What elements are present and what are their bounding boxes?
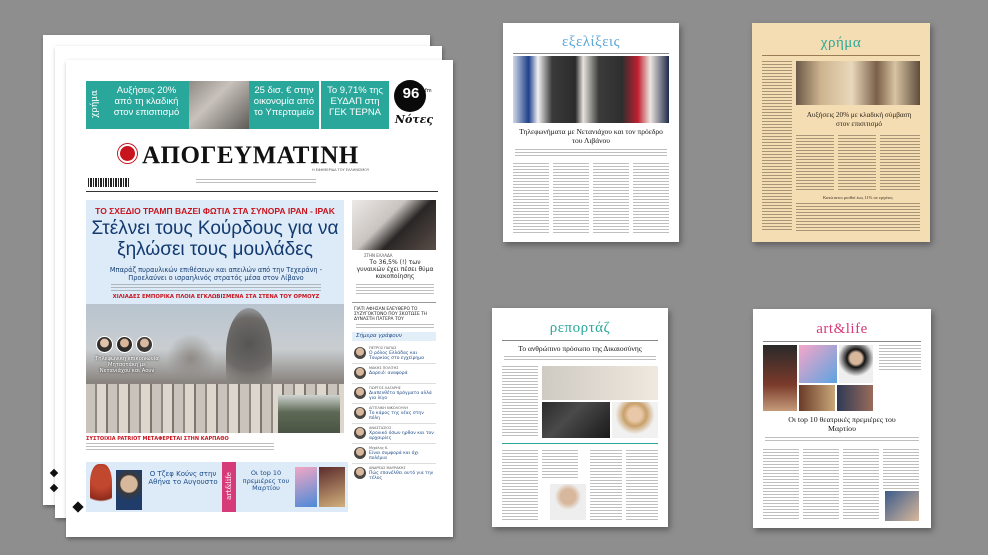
masthead-tagline: Η ΕΦΗΜΕΡΙΔΑ ΤΟΥ ΕΛΛΗΝΙΣΜΟΥ: [312, 168, 370, 172]
zrima-col-2: [838, 135, 876, 191]
bottom-intro-lines: [86, 443, 274, 450]
notes-label: Nότες: [394, 113, 434, 126]
reportaz-section-title: ρεπορτάζ: [549, 320, 611, 336]
artlife-col-1: [763, 449, 799, 521]
side-kicker: ΣΤΗΝ ΕΛΛΑΔΑ: [364, 253, 393, 258]
columnist-avatar: [354, 427, 366, 439]
columnist-item[interactable]: [352, 464, 436, 484]
side-title[interactable]: Το 36,5% (!) των γυναικών έχει πέσει θύμα κακοποίησης: [356, 259, 434, 280]
columnist-title: Διαπενθέτα πράγματα αλλά για λίγο: [369, 391, 432, 401]
artlife-tab-label: art&life: [225, 472, 233, 500]
notes-number: 96: [402, 85, 420, 102]
zrima-tab-label: χρήμα: [90, 89, 100, 119]
reportaz-photo-1: [542, 366, 658, 400]
teaser-3-text: Το 9,71% της ΕΥΔΑΠ στη ΓΕΚ ΤΕΡΝΑ: [327, 85, 383, 118]
columnist-avatar: [354, 347, 366, 359]
reportaz-col-3: [542, 450, 578, 480]
exelixeis-col-4: [633, 163, 669, 235]
artlife-photo-2: [799, 345, 837, 383]
reportaz-col-1: [502, 366, 538, 438]
teaser-1-text: Αυξήσεις 20% από τη κλαδική στον επισιτισμό: [113, 85, 180, 118]
columnist-item[interactable]: [352, 444, 436, 464]
portrait-3: [136, 336, 153, 353]
opinion-header: Σήμερα γράφουν: [356, 333, 402, 339]
reportaz-pullquote-rule: [502, 443, 658, 444]
columnist-title: Το κάρος της νέας στην πόλη: [369, 411, 424, 421]
exelixeis-section-title: εξελίξεις: [561, 34, 621, 50]
artlife-photo-6: [885, 491, 919, 521]
columnist-avatar: [354, 407, 366, 419]
zrima-section-title: χρήμα: [820, 35, 862, 51]
exelixeis-photo: [513, 56, 669, 123]
side-lines-2: [356, 324, 434, 330]
columnist-title: Πώς επανέλθει αυτό για την τέλος: [369, 471, 434, 481]
reportaz-headline: Το ανθρώπινο πρόσωπο της Δικαιοσύνης: [518, 344, 642, 353]
reportaz-col-4: [590, 450, 622, 520]
exelixeis-lead: [515, 149, 667, 157]
side-photo: [352, 200, 436, 250]
columnist-item[interactable]: [352, 384, 436, 404]
dateline: [196, 179, 316, 183]
barcode: [88, 178, 130, 187]
exelixeis-col-1: [513, 163, 549, 235]
exelixeis-headline: Τηλεφωνήματα με Νετανιάχου και τον πρόεδρο του Λιβάνου: [519, 127, 663, 145]
koons-portrait: [116, 470, 142, 510]
patriot-launcher-photo: [278, 395, 340, 433]
artlife-col-3: [843, 449, 879, 521]
artlife-photo-5: [837, 385, 873, 411]
reportaz-photo-2: [542, 402, 610, 438]
theater-photo-2: [319, 467, 345, 507]
zrima-col-1: [796, 135, 834, 191]
columnist-item[interactable]: [352, 424, 436, 444]
artlife-photo-4: [799, 385, 835, 411]
columnist-title: Είναι συμφορά και όχι πολέμια: [369, 451, 419, 461]
front-page: [66, 60, 453, 537]
artlife-col-2: [803, 449, 839, 521]
page-artlife[interactable]: [753, 309, 931, 528]
columnist-item[interactable]: [352, 404, 436, 424]
columnist-title: Ο ρόλος Ελλάδας και Τουρκίας στο εγχείρημα: [369, 351, 425, 361]
artlife-section-title: art&life: [816, 321, 868, 337]
artlife-headline: Οι top 10 θεατρικές πρεμιέρες του Μαρτίου: [788, 415, 896, 433]
columnist-name: ΜΑΚΗΣ ΠΟΛΙΤΗΣ: [369, 366, 399, 370]
page-zrima[interactable]: [752, 23, 930, 242]
zrima-footer: Κατώτατοι μισθοί έως 11% σε εργάτες: [823, 195, 893, 200]
artlife-photo-1: [763, 345, 797, 411]
zrima-rule: [762, 55, 920, 56]
main-red-line: ΧΙΛΙΑΔΕΣ ΕΜΠΟΡΙΚΑ ΠΛΟΙΑ ΕΓΚΛΩΒΙΣΜΕΝΑ ΣΤΑ ΣΤΕΝΑ ΤΟΥ ΟΡΜΟΥΖ: [112, 294, 320, 300]
photo-caption: Τηλεφωνική επικοινωνία Μητσοτάκη με Νετανιάχου και Αουν: [95, 356, 159, 374]
exelixeis-rule: [513, 53, 669, 54]
side-lines: [356, 284, 434, 296]
side-rule: [352, 302, 436, 303]
masthead-rule: [86, 191, 438, 192]
reportaz-rule: [502, 340, 658, 341]
artlife-col-4: [883, 449, 919, 489]
side-title-2[interactable]: ΓΙΑΤΙ ΑΦΗΣΑΝ ΕΛΕΥΘΕΡΟ ΤΟ ΣΥΖΥΓΟΚΤΟΝΟ ΠΟΥ ΣΚΟΤΩΣΕ ΤΗ ΔΥΝΑΣΤΗ ΠΑΤΕΡΑ ΤΟΥ: [354, 307, 428, 323]
teaser-2-text: 25 δισ. € στην οικονομία από το Υπερταμείο: [253, 85, 315, 118]
reportaz-photo-4: [550, 484, 586, 520]
columnist-item[interactable]: [352, 364, 436, 384]
smoke-plume-2: [166, 334, 216, 384]
bottom-kicker: ΣΥΣΤΟΙΧΙΑ PATRIOT ΜΕΤΑΦΕΡΕΤΑΙ ΣΤΗΝ ΚΑΡΠΑΘΟ: [86, 436, 229, 442]
masthead: ΑΠΟΓΕΥΜΑΤΙΝΗ: [142, 142, 359, 169]
artlife-photo-3: [839, 345, 873, 383]
portrait-1: [96, 336, 113, 353]
artlife-side-intro: [879, 345, 921, 371]
zrima-photo: [796, 61, 920, 105]
columnist-name: ΑΝΔΡΕΑΣ ΜΑΥΡΑΚΗΣ: [369, 466, 406, 470]
zrima-col-3: [880, 135, 920, 191]
bottom-teaser-1[interactable]: Ο Τζεφ Κούνς στην Αθήνα το Αυγουστο: [148, 470, 218, 486]
zrima-headline: Αυξήσεις 20% με κλαδική σύμβαση στον επισιτισμό: [806, 111, 912, 128]
reportaz-lead: [504, 356, 656, 362]
teaser-1[interactable]: [104, 81, 189, 129]
columnist-title: Χρονικό όσων ηρθαν και τον αρχαιρίες: [369, 431, 434, 441]
main-intro-lines: [111, 284, 321, 291]
columnist-name: ΑΓΓΕΛΙΚΗ ΝΙΚΟΛΟΥΛΗ: [369, 406, 408, 410]
teaser-photo-1: [189, 81, 249, 129]
notes-unit: fm: [425, 88, 432, 94]
artlife-rule: [763, 341, 921, 342]
zrima-tab: [86, 81, 104, 129]
reportaz-col-2: [502, 450, 538, 520]
columnist-avatar: [354, 467, 366, 479]
artlife-lead: [765, 437, 919, 443]
notes-badge[interactable]: [392, 80, 436, 130]
columnist-avatar: [354, 447, 366, 459]
koons-sculpture: [90, 464, 112, 510]
exelixeis-col-2: [553, 163, 589, 235]
columnist-title: Δαρειό: αναφορά: [369, 371, 408, 376]
columnist-name: Μιχάλης Κ.: [369, 446, 389, 450]
columnist-name: ΑΝΑΣΤΑΣΙΟΣ: [369, 426, 392, 430]
main-kicker: ΤΟ ΣΧΕΔΙΟ ΤΡΑΜΠ ΒΑΖΕΙ ΦΩΤΙΑ ΣΤΑ ΣΥΝΟΡΑ ΙΡΑΝ - ΙΡΑΚ: [95, 206, 335, 216]
zrima-left-col: [762, 61, 792, 231]
main-headline[interactable]: Στέλνει τους Κούρδους για να ξηλώσει τους μουλάδες: [91, 218, 339, 260]
exelixeis-col-3: [593, 163, 629, 235]
columnist-avatar: [354, 387, 366, 399]
columnist-avatar: [354, 367, 366, 379]
masthead-logo: [118, 144, 137, 163]
reportaz-photo-3: [612, 402, 658, 438]
reportaz-col-5: [626, 450, 658, 520]
columnist-item[interactable]: [352, 344, 436, 364]
bottom-teaser-2[interactable]: Οι top 10 πρεμιέρες του Μαρτίου: [242, 469, 290, 492]
zrima-bottom-cols: [796, 203, 920, 233]
artlife-tab[interactable]: [222, 462, 236, 512]
columnist-list: [352, 344, 436, 484]
columnist-name: ΓΙΩΡΓΟΣ ΛΑΓΑΡΗΣ: [369, 386, 401, 390]
teaser-2[interactable]: [249, 81, 319, 129]
portrait-2: [116, 336, 133, 353]
main-subhead: Μπαράζ πυραυλικών επιθέσεων και απειλών από την Τεχεράνη - Προελαύνει ο ισραηλινός στρατός μέσα στον Λίβανο: [109, 266, 323, 282]
page-reportaz[interactable]: [492, 308, 668, 527]
corner-diamond: [72, 501, 83, 512]
theater-photo-1: [295, 467, 317, 507]
columnist-name: ΠΕΤΡΟΣ ΠΑΠΑΣ: [369, 346, 397, 350]
page-exelixeis[interactable]: [503, 23, 679, 242]
teaser-3[interactable]: [321, 81, 389, 129]
